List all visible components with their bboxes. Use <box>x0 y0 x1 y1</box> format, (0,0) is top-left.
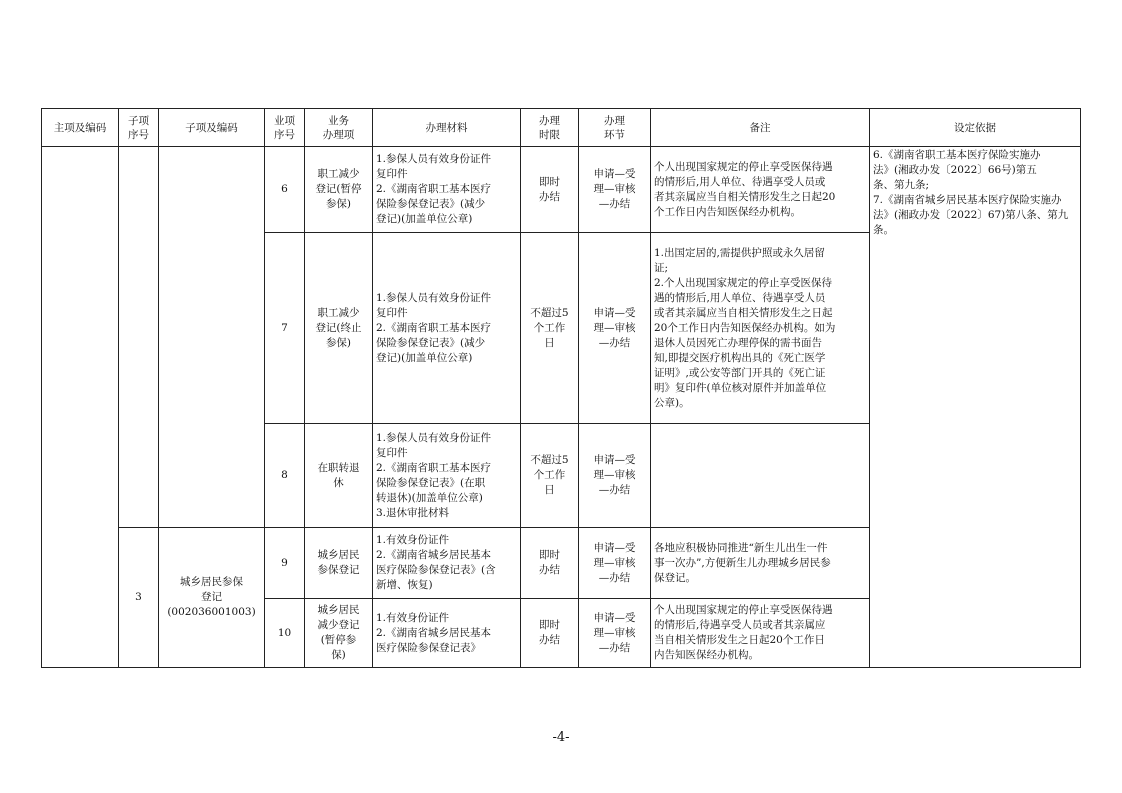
table-row <box>42 147 1081 233</box>
biz-item-cell: 职工减少 登记(暂停 参保) <box>305 147 373 233</box>
step-cell: 申请—受 理—审核 —办结 <box>579 599 651 668</box>
step-cell: 申请—受 理—审核 —办结 <box>579 528 651 599</box>
sub-item-cell <box>159 147 265 528</box>
biz-item-cell: 城乡居民 减少登记 (暂停参 保) <box>305 599 373 668</box>
note-cell: 个人出现国家规定的停止享受医保待遇 的情形后,待遇享受人员或者其亲属应 当自相关情形发生之日起20个工作日 内告知医保经办机构。 <box>651 599 870 668</box>
item-table <box>41 108 1081 668</box>
main-item-cell <box>42 147 119 668</box>
biz-no-cell: 6 <box>265 147 305 233</box>
time-limit-cell: 即时 办结 <box>521 599 579 668</box>
step-cell: 申请—受 理—审核 —办结 <box>579 233 651 424</box>
header-biz-no: 业项 序号 <box>265 109 305 147</box>
header-basis: 设定依据 <box>870 109 1081 147</box>
header-time: 办理 时限 <box>521 109 579 147</box>
biz-no-cell: 9 <box>265 528 305 599</box>
header-biz: 业务 办理项 <box>305 109 373 147</box>
basis-cell: 6.《湖南省职工基本医疗保险实施办 法》(湘政办发〔2022〕66号)第五 条、第九条; 7.《湖南省城乡居民基本医疗保险实施办 法》(湘政办发〔2022〕67)第八条、第九 条。 <box>870 147 1081 668</box>
biz-no-cell: 10 <box>265 599 305 668</box>
step-cell: 申请—受 理—审核 —办结 <box>579 147 651 233</box>
sub-item-cell: 城乡居民参保 登记 (002036001003) <box>159 528 265 668</box>
header-step: 办理 环节 <box>579 109 651 147</box>
note-cell: 个人出现国家规定的停止享受医保待遇 的情形后,用人单位、待遇享受人员或 者其亲属应当自相关情形发生之日起20 个工作日内告知医保经办机构。 <box>651 147 870 233</box>
biz-no-cell: 7 <box>265 233 305 424</box>
materials-cell: 1.有效身份证件 2.《湖南省城乡居民基本 医疗保险参保登记表》(含 新增、恢复) <box>373 528 521 599</box>
materials-cell: 1.参保人员有效身份证件 复印件 2.《湖南省职工基本医疗 保险参保登记表》(在职 转退休)(加盖单位公章) 3.退休审批材料 <box>373 424 521 528</box>
step-cell: 申请—受 理—审核 —办结 <box>579 424 651 528</box>
time-limit-cell: 不超过5 个工作 日 <box>521 233 579 424</box>
materials-cell: 1.参保人员有效身份证件 复印件 2.《湖南省职工基本医疗 保险参保登记表》(减少 登记)(加盖单位公章) <box>373 233 521 424</box>
biz-item-cell: 在职转退 休 <box>305 424 373 528</box>
time-limit-cell: 即时 办结 <box>521 147 579 233</box>
header-sub-no: 子项 序号 <box>119 109 159 147</box>
header-materials: 办理材料 <box>373 109 521 147</box>
note-cell: 1.出国定居的,需提供护照或永久居留 证; 2.个人出现国家规定的停止享受医保待 遇的情形后,用人单位、待遇享受人员 或者其亲属应当自相关情形发生之日起 20个工作日内告知医保经办机构。如为 退休人员因死亡办理停保的需书面告 知,即提交医疗机构出具的《死亡医学 证明》,或公安等部门开具的《死亡证 明》复印件(单位核对原件并加盖单位 公章)。 <box>651 233 870 424</box>
time-limit-cell: 不超过5 个工作 日 <box>521 424 579 528</box>
sub-no-cell <box>119 147 159 528</box>
biz-item-cell: 职工减少 登记(终止 参保) <box>305 233 373 424</box>
biz-no-cell: 8 <box>265 424 305 528</box>
time-limit-cell: 即时 办结 <box>521 528 579 599</box>
header-row <box>42 109 1081 147</box>
header-note: 备注 <box>651 109 870 147</box>
header-main: 主项及编码 <box>42 109 119 147</box>
note-cell <box>651 424 870 528</box>
page-number: -4- <box>552 730 570 745</box>
materials-cell: 1.有效身份证件 2.《湖南省城乡居民基本 医疗保险参保登记表》 <box>373 599 521 668</box>
sub-no-cell: 3 <box>119 528 159 668</box>
header-sub: 子项及编码 <box>159 109 265 147</box>
materials-cell: 1.参保人员有效身份证件 复印件 2.《湖南省职工基本医疗 保险参保登记表》(减少 登记)(加盖单位公章) <box>373 147 521 233</box>
note-cell: 各地应积极协同推进“新生儿出生一件 事一次办”,方便新生儿办理城乡居民参 保登记。 <box>651 528 870 599</box>
biz-item-cell: 城乡居民 参保登记 <box>305 528 373 599</box>
